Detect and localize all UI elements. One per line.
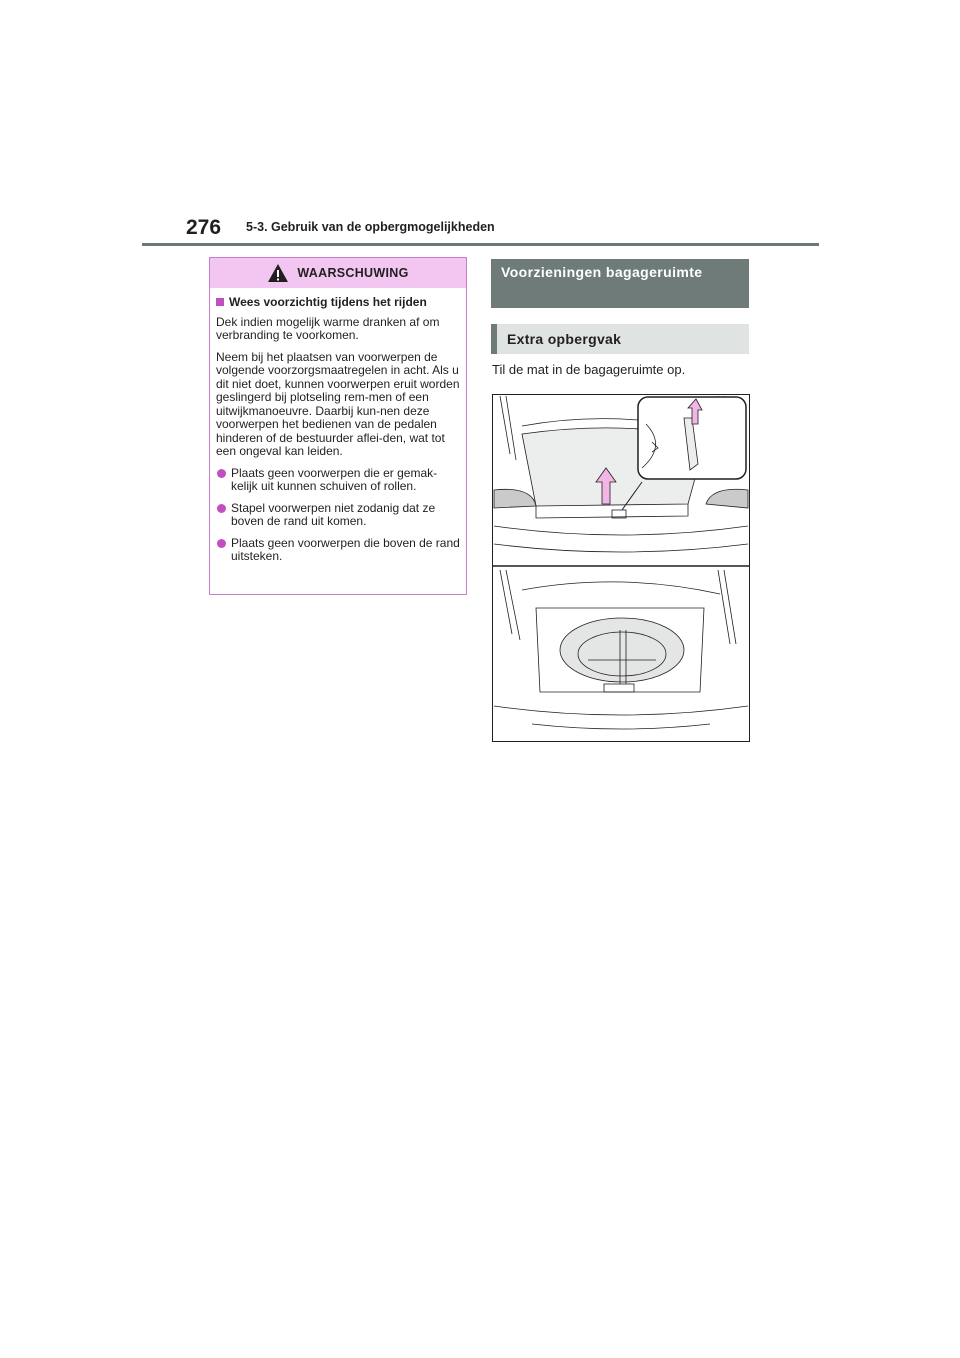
square-bullet-icon — [216, 298, 224, 306]
instruction-text: Til de mat in de bagageruimte op. — [492, 362, 686, 377]
header-rule — [142, 243, 819, 246]
warning-paragraph-2: Neem bij het plaatsen van voorwerpen de volgende voorzorgsmaatregelen in acht. Als u dit niet doet, kunnen voorwerpen eruit worden geslingerd bij plotseling rem-men of een uitwijkmanoeuvre. Daarbij kun-nen deze voorwerpen het bedienen van de pedalen hinderen of de bestuurder aflei-den, wat tot een ongeval kan leiden. — [216, 349, 460, 458]
warning-bullet-text: Plaats geen voorwerpen die boven de rand uitsteken. — [231, 535, 460, 563]
warning-bullet-text: Stapel voorwerpen niet zodanig dat ze boven de rand uit komen. — [231, 500, 436, 528]
page-number: 276 — [186, 216, 222, 239]
warning-box — [209, 257, 467, 595]
warning-heading — [216, 296, 460, 310]
warning-heading-text: Wees voorzichtig tijdens het rijden — [229, 295, 427, 309]
dot-bullet-icon — [217, 469, 226, 478]
banner-title: Voorzieningen bagageruimte — [491, 259, 749, 308]
warning-bullet-1 — [216, 467, 460, 494]
warning-bullet-3 — [216, 537, 460, 564]
warning-header — [210, 258, 466, 288]
warning-paragraph-1: Dek indien mogelijk warme dranken af om verbranding te voorkomen. — [216, 314, 440, 342]
trunk-illustration — [492, 394, 750, 742]
section-title: 5-3. Gebruik van de opbergmogelijkheden — [246, 220, 495, 234]
warning-bullet-2 — [216, 502, 460, 529]
dot-bullet-icon — [217, 504, 226, 513]
warning-bullet-text: Plaats geen voorwerpen die er gemak-kelijk uit kunnen schuiven of rollen. — [231, 465, 438, 493]
warning-body — [210, 288, 466, 564]
subheading: Extra opbergvak — [491, 324, 749, 354]
warning-title: WAARSCHUWING — [297, 266, 409, 280]
dot-bullet-icon — [217, 539, 226, 548]
warning-triangle-icon — [267, 263, 289, 283]
